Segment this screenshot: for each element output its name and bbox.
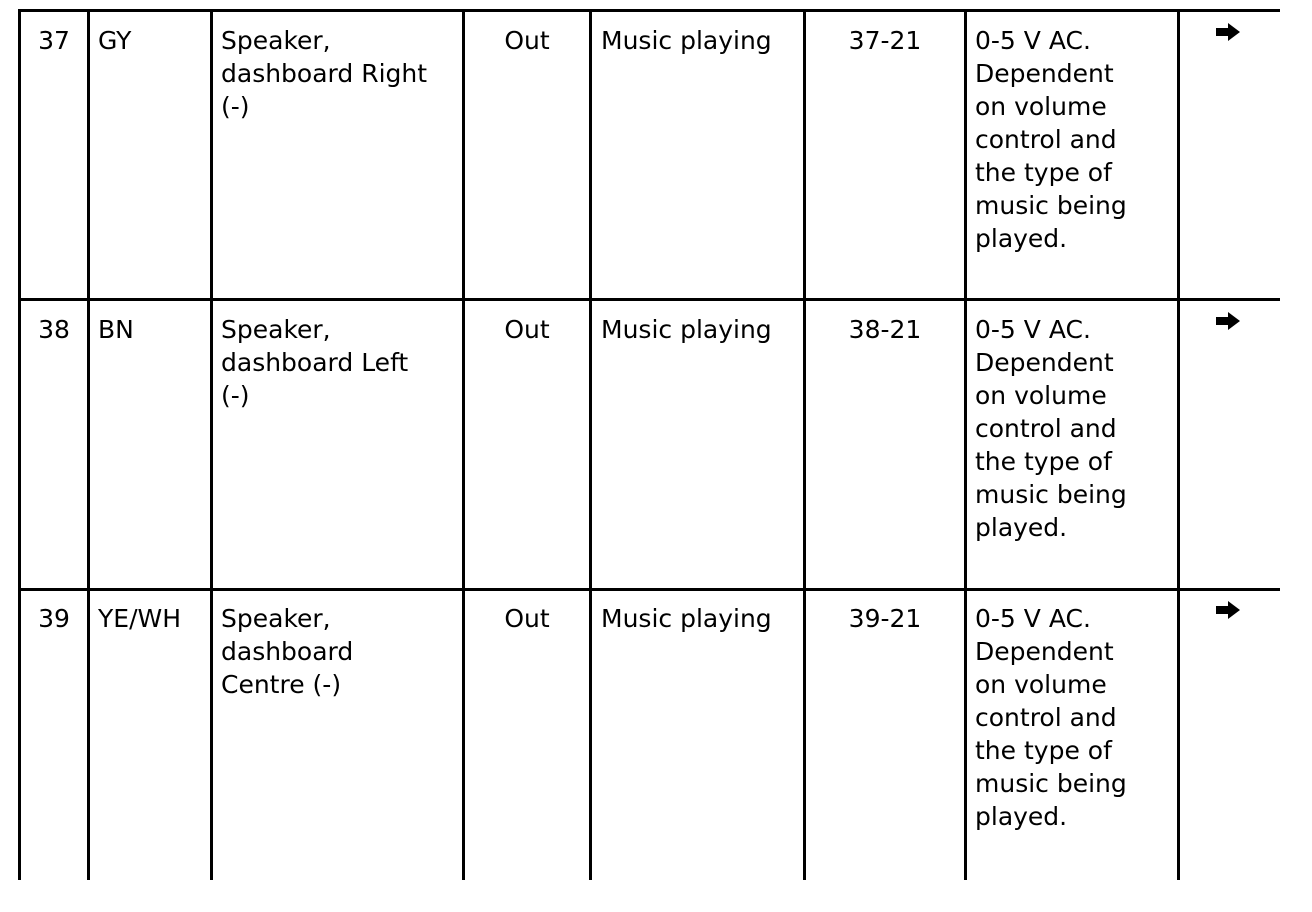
test-condition: Music playing [601, 26, 772, 55]
right-arrow-icon[interactable] [1215, 600, 1241, 620]
wire-colour: GY [98, 26, 132, 55]
nominal-value: 0-5 V AC. Dependent on volume control and the type of music being played. [975, 26, 1127, 253]
row-rule-1 [18, 298, 1280, 301]
pin-number: 38 [38, 315, 70, 344]
nominal-value: 0-5 V AC. Dependent on volume control and the type of music being played. [975, 604, 1127, 831]
measure-between: 38-21 [848, 315, 922, 344]
measure-between: 39-21 [848, 604, 922, 633]
col-rule-5 [803, 9, 806, 880]
test-condition: Music playing [601, 315, 772, 344]
wire-colour: BN [98, 315, 134, 344]
col-rule-6 [964, 9, 967, 880]
signal-direction: Out [504, 604, 550, 633]
pin-number: 39 [38, 604, 70, 633]
right-arrow-icon[interactable] [1215, 311, 1241, 331]
test-condition: Music playing [601, 604, 772, 633]
col-rule-0 [18, 9, 21, 880]
pin-number: 37 [38, 26, 70, 55]
measure-between: 37-21 [848, 26, 922, 55]
col-rule-7 [1177, 9, 1180, 880]
nominal-value: 0-5 V AC. Dependent on volume control and the type of music being played. [975, 315, 1127, 542]
row-rule-top [18, 9, 1280, 12]
col-rule-1 [87, 9, 90, 880]
pin-description: Speaker, dashboard Right (-) [221, 26, 428, 121]
pin-description: Speaker, dashboard Centre (-) [221, 604, 354, 699]
right-arrow-icon[interactable] [1215, 22, 1241, 42]
signal-direction: Out [504, 26, 550, 55]
wire-colour: YE/WH [98, 604, 182, 633]
col-rule-2 [210, 9, 213, 880]
pin-description: Speaker, dashboard Left (-) [221, 315, 409, 410]
row-rule-2 [18, 588, 1280, 591]
signal-direction: Out [504, 315, 550, 344]
col-rule-3 [462, 9, 465, 880]
col-rule-4 [589, 9, 592, 880]
